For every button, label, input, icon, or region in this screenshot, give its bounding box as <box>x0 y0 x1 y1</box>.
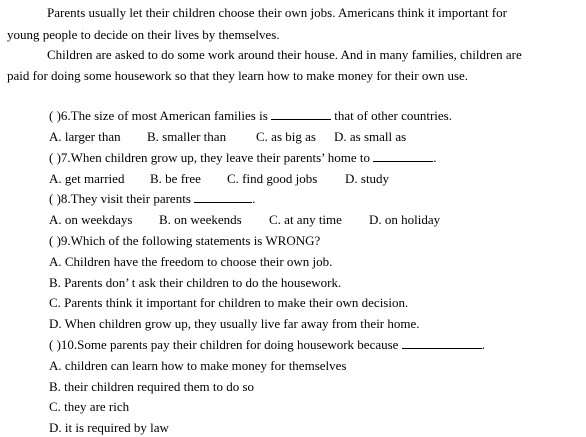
question-9-option-a[interactable]: A. Children have the freedom to choose their own job. <box>49 254 333 269</box>
question-7-stem <box>49 150 437 166</box>
question-6-options <box>49 129 406 145</box>
question-8-option-b[interactable]: B. on weekends <box>159 212 242 227</box>
question-6-blank[interactable] <box>271 108 331 120</box>
question-7-text-after: . <box>433 150 437 165</box>
question-6-option-d[interactable]: D. as small as <box>334 129 407 144</box>
question-8-options <box>49 212 440 228</box>
question-7-text-before: ( )7.When children grow up, they leave their parents’ home to <box>49 150 371 165</box>
question-7-option-a[interactable]: A. get married <box>49 171 125 186</box>
question-10-option-b[interactable]: B. their children required them to do so <box>49 379 255 394</box>
question-10-stem <box>49 337 485 353</box>
question-9-stem: ( )9.Which of the following statements is WRONG? <box>49 233 321 248</box>
question-10-text-before: ( )10.Some parents pay their children for doing housework because <box>49 337 399 352</box>
passage-p1-line2: young people to decide on their lives by themselves. <box>7 27 280 42</box>
question-7-blank[interactable] <box>373 150 433 162</box>
question-6-text-after: that of other countries. <box>334 108 452 123</box>
question-6-stem <box>49 108 452 124</box>
question-7-option-c[interactable]: C. find good jobs <box>227 171 318 186</box>
question-9-option-d[interactable]: D. When children grow up, they usually live far away from their home. <box>49 316 420 331</box>
question-8-option-c[interactable]: C. at any time <box>269 212 342 227</box>
question-6-option-b[interactable]: B. smaller than <box>147 129 227 144</box>
question-7-options <box>49 171 389 187</box>
question-9-option-c[interactable]: C. Parents think it important for children to make their own decision. <box>49 295 409 310</box>
question-8-text-before: ( )8.They visit their parents <box>49 191 191 206</box>
question-8-text-after: . <box>252 191 256 206</box>
question-6-option-a[interactable]: A. larger than <box>49 129 121 144</box>
question-7-option-d[interactable]: D. study <box>345 171 390 186</box>
passage-p1-line1: Parents usually let their children choose their own jobs. Americans think it important for <box>47 5 507 20</box>
question-8-option-d[interactable]: D. on holiday <box>369 212 441 227</box>
passage-p2-line2: paid for doing some housework so that they learn how to make money for their own use. <box>7 68 469 83</box>
question-10-option-d[interactable]: D. it is required by law <box>49 420 169 435</box>
question-10-text-after: . <box>481 337 485 352</box>
question-10-option-c[interactable]: C. they are rich <box>49 399 130 414</box>
question-6-option-c[interactable]: C. as big as <box>256 129 316 144</box>
question-8-stem <box>49 191 255 207</box>
question-10-option-a[interactable]: A. children can learn how to make money for themselves <box>49 358 347 373</box>
question-7-option-b[interactable]: B. be free <box>150 171 201 186</box>
question-8-option-a[interactable]: A. on weekdays <box>49 212 133 227</box>
question-9-option-b[interactable]: B. Parents don’ t ask their children to do the housework. <box>49 275 342 290</box>
passage-p2-line1: Children are asked to do some work around their house. And in many families, children are <box>47 47 522 62</box>
question-8-blank[interactable] <box>194 191 252 203</box>
question-6-text-before: ( )6.The size of most American families is <box>49 108 268 123</box>
question-10-blank[interactable] <box>402 337 482 349</box>
